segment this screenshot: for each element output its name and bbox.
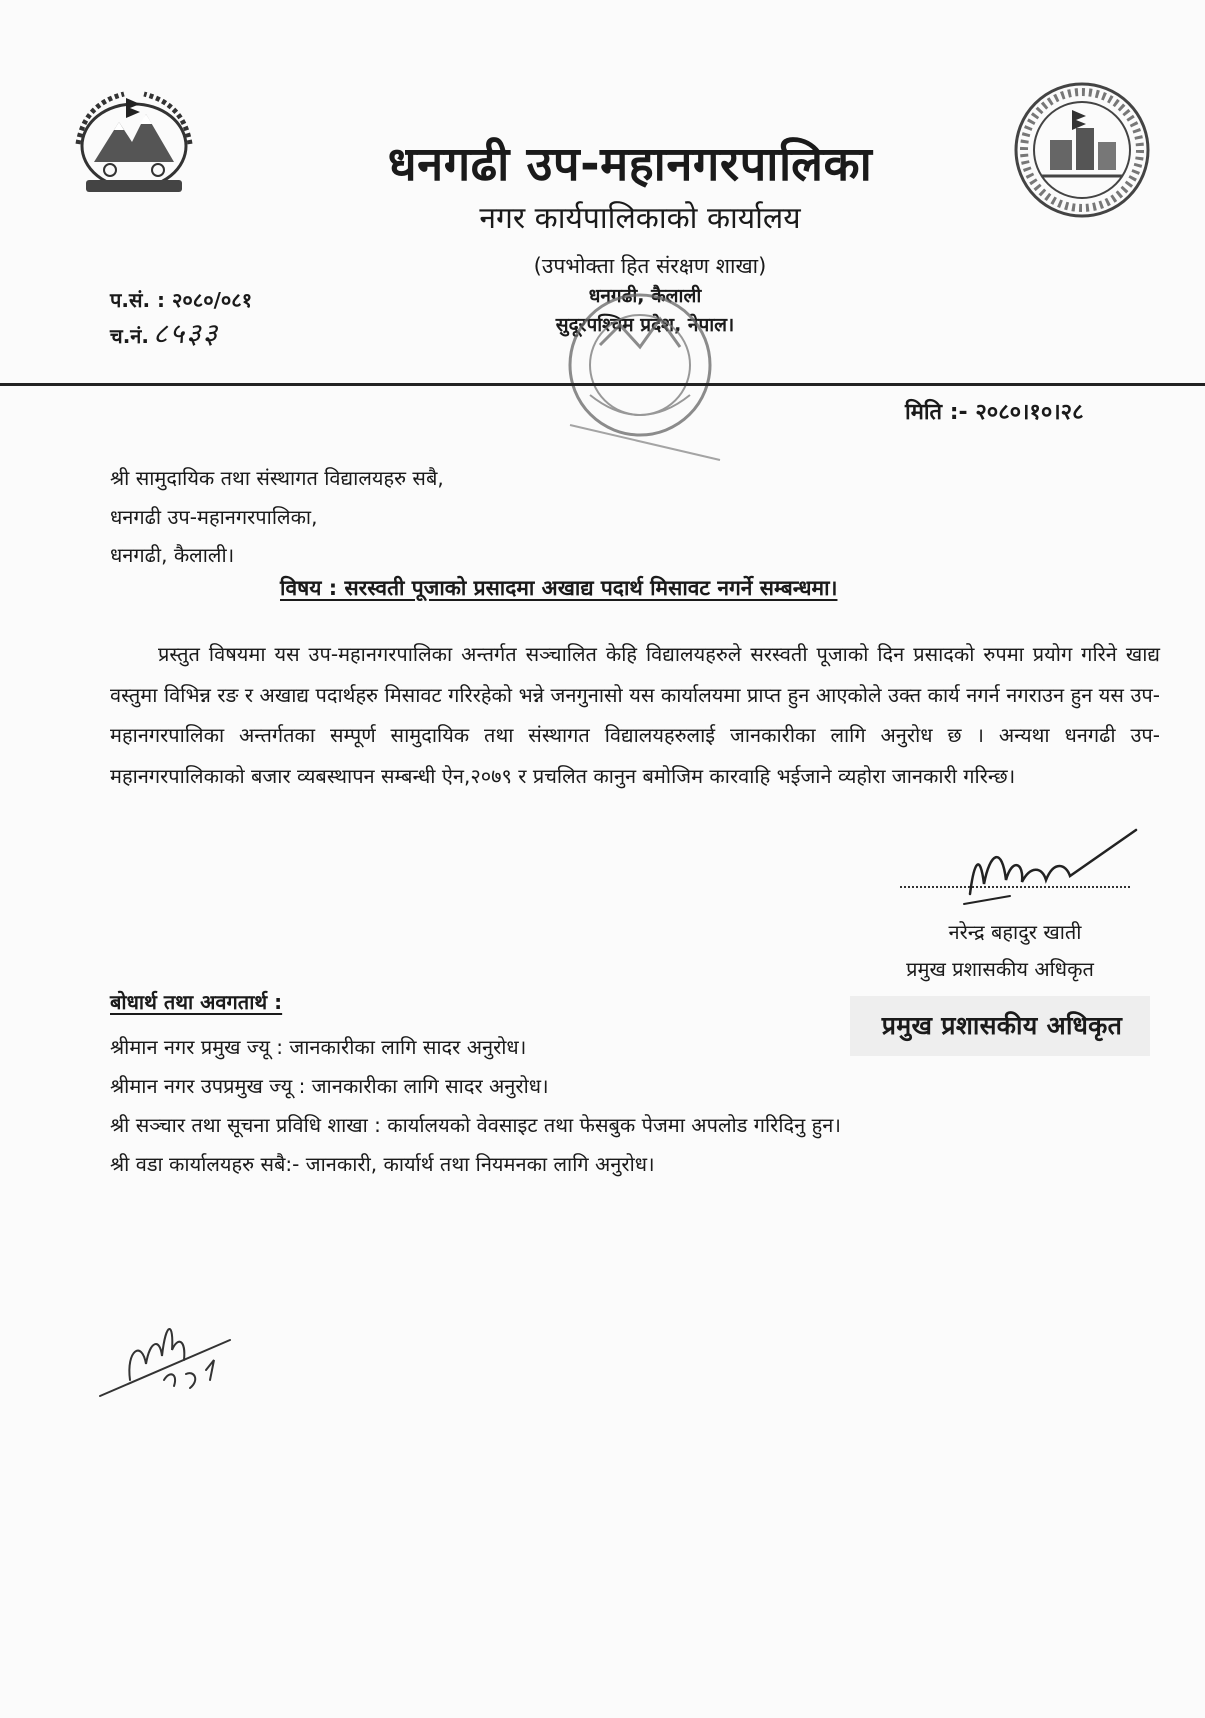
dispatch-label: च.नं. xyxy=(110,324,149,348)
letter-date: मिति :- २०८०।१०।२८ xyxy=(905,400,1084,425)
title-stamp: प्रमुख प्रशासकीय अधिकृत xyxy=(881,1011,1123,1040)
recipient-line: श्री सामुदायिक तथा संस्थागत विद्यालयहरु सबै, xyxy=(110,466,444,490)
header-divider xyxy=(0,383,1205,386)
reference-number: प.सं. : २०८०/०८१ xyxy=(110,288,253,312)
dispatch-number-row xyxy=(110,314,219,352)
section-name: (उपभोक्ता हित संरक्षण शाखा) xyxy=(533,254,767,278)
cc-line: श्री वडा कार्यालयहरु सबै:- जानकारी, कार्यार्थ तथा नियमनका लागि अनुरोध। xyxy=(110,1152,655,1176)
signatory-name: नरेन्द्र बहादुर खाती xyxy=(948,920,1082,944)
office-name: नगर कार्यपालिकाको कार्यालय xyxy=(479,201,801,236)
organization-title: धनगढी उप-महानगरपालिका xyxy=(387,137,873,192)
subject-line: विषय : सरस्वती पूजाको प्रसादमा अखाद्य पदार्थ मिसावट नगर्ने सम्बन्धमा। xyxy=(280,576,838,600)
cc-heading: बोधार्थ तथा अवगतार्थ : xyxy=(110,990,283,1014)
dispatch-number: ८५३३ xyxy=(153,317,220,350)
recipient-line: धनगढी, कैलाली। xyxy=(110,543,235,567)
cc-line: श्रीमान नगर उपप्रमुख ज्यू : जानकारीका लागि सादर अनुरोध। xyxy=(110,1074,549,1098)
handwritten-initials-icon xyxy=(90,1300,240,1400)
cc-line: श्रीमान नगर प्रमुख ज्यू : जानकारीका लागि सादर अनुरोध। xyxy=(110,1035,527,1059)
letter-body: प्रस्तुत विषयमा यस उप-महानगरपालिका अन्तर्गत सञ्चालित केहि विद्यालयहरुले सरस्वती पूजाको दिन प्रसादको रुपमा प्रयोग गरिने खाद्य वस्तुमा विभिन्न रङ र अखाद्य पदार्थहरु मिसावट गरिरहेको भन्ने जनगुनासो यस कार्यालयमा प्राप्त हुन आएकोले उक्त कार्य नगर्न नगराउन हुन यस उप-महानगरपालिका अन्तर्गतका सम्पूर्ण सामुदायिक तथा संस्थागत विद्यालयहरुलाई जानकारीका लागि अनुरोध छ । अन्यथा धनगढी उप-महानगरपालिकाको बजार व्यबस्थापन सम्बन्धी ऐन,२०७९ र प्रचलित कानुन बमोजिम कारवाहि भईजाने व्यहोरा जानकारी गरिन्छ। xyxy=(110,642,1160,788)
signature-line xyxy=(900,886,1130,888)
address-line-2: सुदूरपश्चिम प्रदेश, नेपाल। xyxy=(555,314,735,336)
cc-line: श्री सञ्चार तथा सूचना प्रविधि शाखा : कार्यालयको वेवसाइट तथा फेसबुक पेजमा अपलोड गरिदिनु हुन। xyxy=(110,1113,841,1137)
municipality-seal-icon xyxy=(1012,80,1152,220)
signatory-title: प्रमुख प्रशासकीय अधिकृत xyxy=(906,957,1094,981)
signature-icon xyxy=(950,822,1140,918)
recipient-line: धनगढी उप-महानगरपालिका, xyxy=(110,505,318,529)
nepal-emblem-icon xyxy=(64,84,204,204)
address-line-1: धनगढी, कैलाली xyxy=(588,285,702,307)
